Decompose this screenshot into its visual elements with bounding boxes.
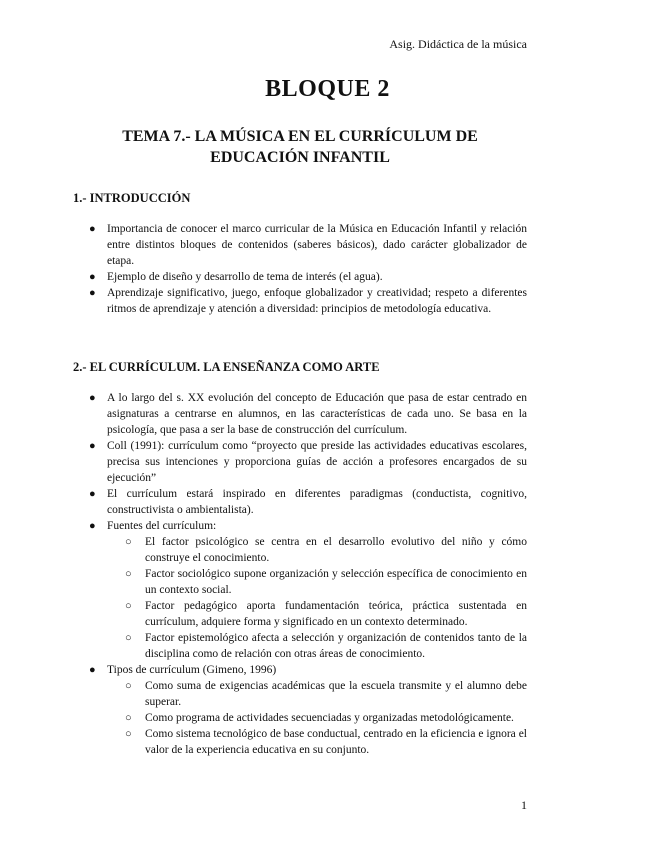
circle-bullet-icon: ○ xyxy=(125,600,132,612)
fuentes-sublist xyxy=(107,534,527,662)
bullet-icon: ● xyxy=(89,223,96,235)
circle-bullet-icon: ○ xyxy=(125,632,132,644)
list-item: ● Tipos de currículum (Gimeno, 1996) ○ Como suma de exigencias académicas que la escuela transmite y el alumno debe superar. ○ Como programa de actividades secuenciadas y organizadas metodológicamente. ○ Como sistema tecnológico de base conductual, centrado en la eficiencia e ignora el valor de la experiencia educativa en su conjunto. xyxy=(89,664,527,756)
block-title: BLOQUE 2 xyxy=(265,76,390,102)
list-item: ● Fuentes del currículum: ○ El factor psicológico se centra en el desarrollo evolutivo del niño y cómo construye el conocimiento. ○ Factor sociológico supone organización y selección específica de conocimiento en un contexto social. ○ Factor pedagógico aporta fundamentación teórica, práctica sustentada en currículum, adquiere forma y significado en un contexto determinado. ○ Factor epistemológico afecta a selección y organización de contenidos tanto de la disciplina como de relación con otras áreas de conocimiento. xyxy=(89,520,527,660)
bullet-icon: ● xyxy=(89,392,96,404)
bullet-icon: ● xyxy=(89,488,96,500)
sublist-item: ○ Factor pedagógico aporta fundamentación teórica, práctica sustentada en currículum, adquiere forma y significado en un contexto determinado. xyxy=(125,600,527,628)
bullet-icon: ● xyxy=(89,440,96,452)
circle-bullet-icon: ○ xyxy=(125,568,132,580)
sublist-item: ○ El factor psicológico se centra en el desarrollo evolutivo del niño y cómo construye el conocimiento. xyxy=(125,536,527,564)
list-item: ● Importancia de conocer el marco curricular de la Música en Educación Infantil y relación entre distintos bloques de contenidos (saberes básicos), dado carácter globalizador de etapa. xyxy=(89,223,527,267)
sublist-item: ○ Como sistema tecnológico de base conductual, centrado en la eficiencia e ignora el valor de la experiencia educativa en su conjunto. xyxy=(125,728,527,756)
bullet-icon: ● xyxy=(89,271,96,283)
circle-bullet-icon: ○ xyxy=(125,712,132,724)
list-item: ● Coll (1991): currículum como “proyecto que preside las actividades educativas escolares, precisa sus intenciones y proporciona guías de acción a profesores encargados de su ejecución” xyxy=(89,440,527,484)
bullet-icon: ● xyxy=(89,664,96,676)
sublist-item: ○ Como programa de actividades secuenciadas y organizadas metodológicamente. xyxy=(125,712,514,724)
page-number: 1 xyxy=(521,798,527,812)
bullet-icon: ● xyxy=(89,287,96,299)
list-item: ● El currículum estará inspirado en diferentes paradigmas (conductista, cognitivo, constructivista o ambientalista). xyxy=(89,488,527,516)
topic-title: TEMA 7.- LA MÚSICA EN EL CURRÍCULUM DE EDUCACIÓN INFANTIL xyxy=(122,128,478,166)
circle-bullet-icon: ○ xyxy=(125,728,132,740)
circle-bullet-icon: ○ xyxy=(125,680,132,692)
section-heading-curriculum: 2.- EL CURRÍCULUM. LA ENSEÑANZA COMO ARTE xyxy=(73,360,380,374)
list-item: ● A lo largo del s. XX evolución del concepto de Educación que pasa de estar centrado en asignaturas a centrarse en alumnos, en las características de cada uno. Se basa en la psicología, que pasa a ser la base de construcción del currículum. xyxy=(89,392,527,436)
introduccion-list xyxy=(73,221,527,317)
sublist-item: ○ Factor sociológico supone organización y selección específica de conocimiento en un contexto social. xyxy=(125,568,527,596)
course-header: Asig. Didáctica de la música xyxy=(389,37,527,51)
tipos-sublist xyxy=(107,678,527,758)
curriculum-list xyxy=(73,390,527,758)
section-heading-introduccion: 1.- INTRODUCCIÓN xyxy=(73,191,191,205)
list-item: ● Aprendizaje significativo, juego, enfoque globalizador y creatividad; respeto a diferentes ritmos de aprendizaje y atención a diversidad: principios de metodología educativa. xyxy=(89,287,527,315)
sublist-item: ○ Factor epistemológico afecta a selección y organización de contenidos tanto de la disciplina como de relación con otras áreas de conocimiento. xyxy=(125,632,527,660)
circle-bullet-icon: ○ xyxy=(125,536,132,548)
list-item: ● Ejemplo de diseño y desarrollo de tema de interés (el agua). xyxy=(89,271,383,283)
sublist-item: ○ Como suma de exigencias académicas que la escuela transmite y el alumno debe superar. xyxy=(125,680,527,708)
bullet-icon: ● xyxy=(89,520,96,532)
